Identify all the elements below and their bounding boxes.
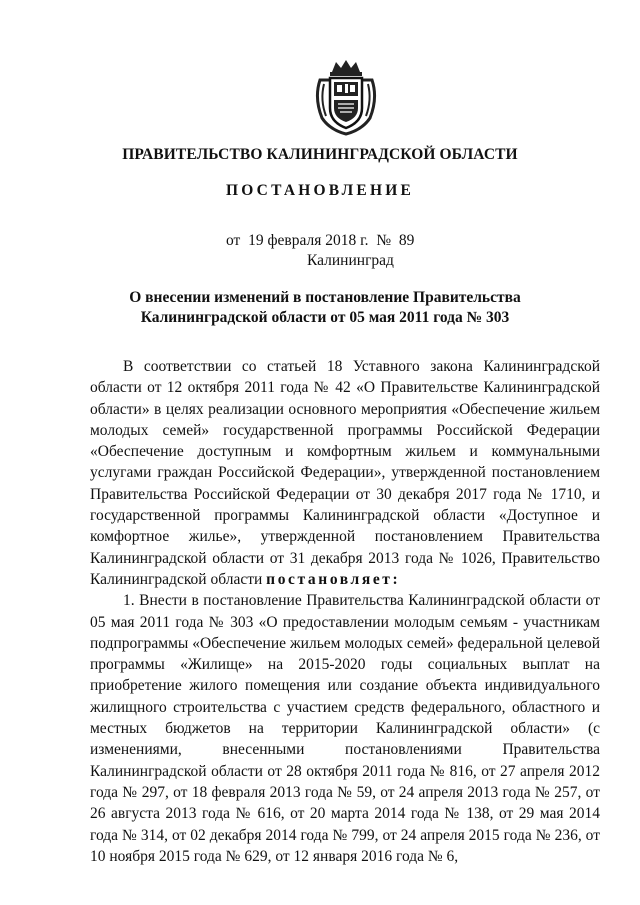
body-paragraph-2: 1. Внести в постановление Правительства Калининградской области от 05 мая 2011 года № 303 «О предоставлении молодым семьям - участникам подпрограммы «Обеспечение жильем молодых семей» федеральной целевой программы «Жилище» на 2015-2020 годы социальных выплат на приобретение жилого помещения или создание объекта индивидуального жилищного строительства с участием средств федерального, областного и местных бюджетов на территории Калининградской области» (с изменениями, внесенными постановлениями Правительства Калининградской области от 28 октября 2011 года № 816, от 27 апреля 2012 года № 297, от 18 февраля 2013 года № 59, от 24 апреля 2013 года № 257, от 26 августа 2013 года № 616, от 20 марта 2014 года № 138, от 29 мая 2014 года № 314, от 02 декабря 2014 года № 799, от 24 апреля 2015 года № 236, от 10 ноября 2015 года № 629, от 12 января 2016 года № 6,	[90, 592, 600, 865]
document-body	[90, 356, 600, 867]
city: Калининград	[307, 252, 394, 269]
subject-line-2: Калининградской области от 05 мая 2011 года № 303	[140, 309, 510, 326]
date-prefix: от	[226, 232, 241, 249]
document-type: ПОСТАНОВЛЕНИЕ	[225, 182, 415, 199]
decree-word: постановляет:	[266, 570, 401, 588]
date-number-line	[226, 232, 414, 250]
paragraph-1-text: В соответствии со статьей 18 Уставного закона Калининградской области от 12 октября 2011 года № 42 «О Правительстве Калининградской области» в целях реализации основного мероприятия «Обеспечение жильем молодых семей» государственной программы Российской Федерации «Обеспечение доступным и комфортным жильем и коммунальными услугами граждан Российской Федерации», утвержденной постановлением Правительства Российской Федерации от 30 декабря 2017 года № 1710, и государственной программы Калининградской области «Доступное и комфортное жилье», утвержденной постановлением Правительства Калининградской области от 31 декабря 2013 года № 1026, Правительство Калининградской области	[90, 358, 600, 588]
body-paragraph-1	[90, 356, 600, 590]
subject-line-1: О внесении изменений в постановление Правительства	[129, 289, 521, 306]
document-number: 89	[398, 232, 415, 249]
number-sign: №	[376, 232, 392, 249]
coat-of-arms-icon	[310, 58, 382, 138]
organization-title: ПРАВИТЕЛЬСТВО КАЛИНИНГРАДСКОЙ ОБЛАСТИ	[122, 146, 518, 163]
document-subject	[120, 288, 530, 328]
document-date: 19 февраля 2018 г.	[248, 232, 369, 249]
